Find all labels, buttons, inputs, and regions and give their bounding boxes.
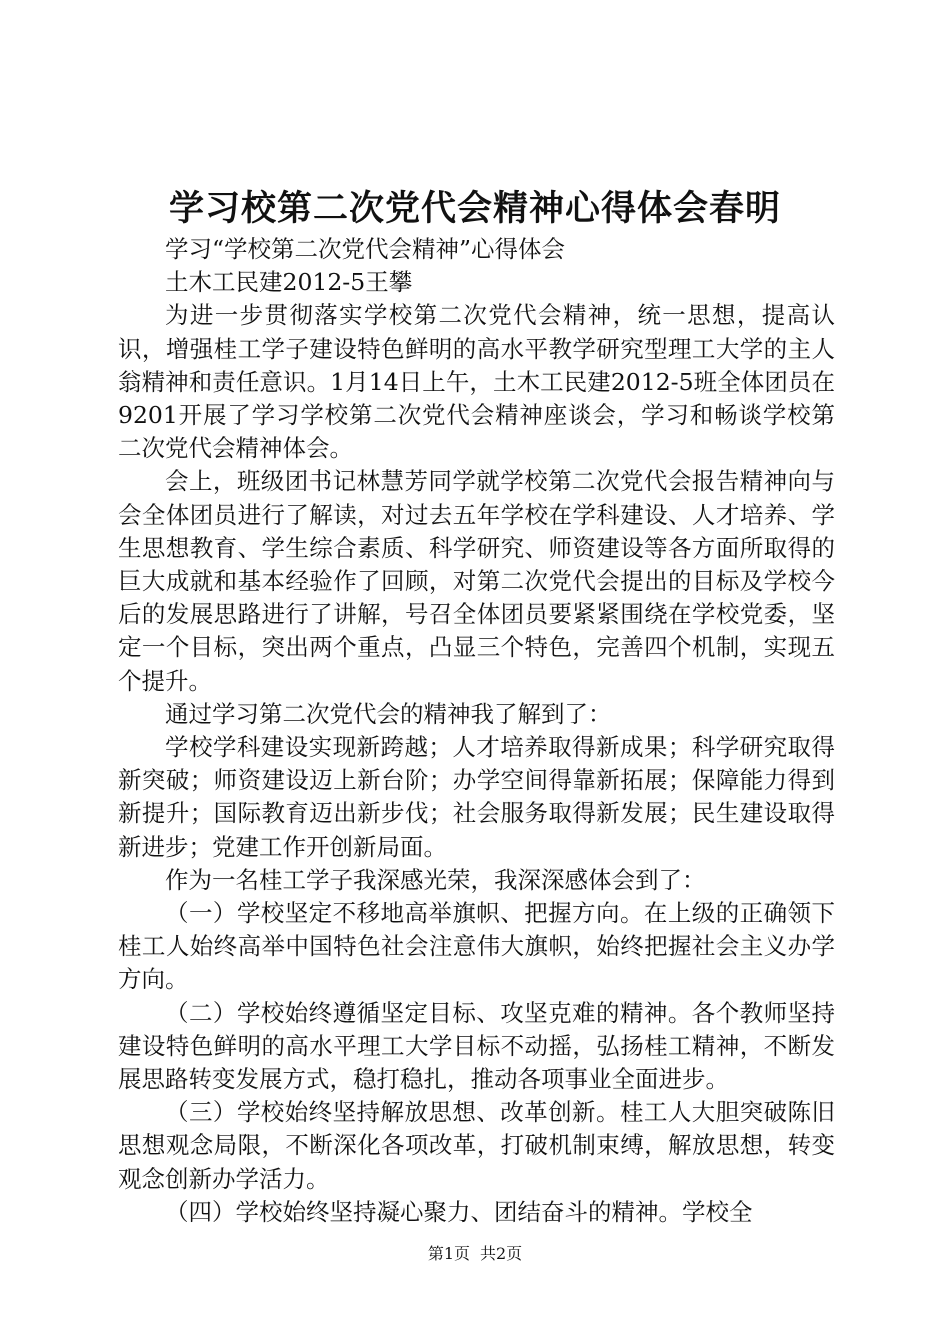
page-number: 第1页 <box>427 1244 470 1263</box>
body-paragraph: 通过学习第二次党代会的精神我了解到了： <box>165 699 612 728</box>
body-paragraph: 学校学科建设实现新跨越；人才培养取得新成果；科学研究取得新突破；师资建设迈上新台阶；办学空间得靠新拓展；保障能力得到新提升；国际教育迈出新步伐；社会服务取得新发展；民生建设取得新进步；党建工作开创新局面。 <box>118 733 835 861</box>
body-paragraph: 为进一步贯彻落实学校第二次党代会精神，统一思想，提高认识，增强桂工学子建设特色鲜明的高水平教学研究型理工大学的主人翁精神和责任意识。1月14日上午，土木工民建2012-5班全体团员在9201开展了学习学校第二次党代会精神座谈会，学习和畅谈学校第二次党代会精神体会。 <box>118 301 835 463</box>
page-footer <box>0 1244 950 1264</box>
document-title: 学习校第二次党代会精神心得体会春明 <box>168 189 781 229</box>
body-paragraph: 会上，班级团书记林慧芳同学就学校第二次党代会报告精神向与会全体团员进行了解读，对过去五年学校在学科建设、人才培养、学生思想教育、学生综合素质、科学研究、师资建设等各方面所取得的巨大成就和基本经验作了回顾，对第二次党代会提出的目标及学校今后的发展思路进行了讲解，号召全体团员要紧紧围绕在学校党委，坚定一个目标，突出两个重点，凸显三个特色，完善四个机制，实现五个提升。 <box>118 467 835 695</box>
body-paragraph: （一）学校坚定不移地高举旗帜、把握方向。在上级的正确领下桂工人始终高举中国特色社会注意伟大旗帜，始终把握社会主义办学方向。 <box>118 899 835 994</box>
body-paragraph: （二）学校始终遵循坚定目标、攻坚克难的精神。各个教师坚持建设特色鲜明的高水平理工大学目标不动摇，弘扬桂工精神，不断发展思路转变发展方式，稳打稳扎，推动各项事业全面进步。 <box>118 998 835 1094</box>
body-paragraph: （三）学校始终坚持解放思想、改革创新。桂工人大胆突破陈旧思想观念局限，不断深化各项改革，打破机制束缚，解放思想，转变观念创新办学活力。 <box>118 1098 835 1193</box>
body-paragraph: 作为一名桂工学子我深感光荣，我深深感体会到了： <box>165 865 706 894</box>
document-body <box>118 233 835 1229</box>
author-line: 土木工民建2012-5王攀 <box>165 268 413 297</box>
subtitle-paragraph: 学习“学校第二次党代会精神”心得体会 <box>165 235 566 263</box>
page-total: 共2页 <box>480 1244 523 1263</box>
body-paragraph: （四）学校始终坚持凝心聚力、团结奋斗的精神。学校全 <box>165 1197 753 1226</box>
